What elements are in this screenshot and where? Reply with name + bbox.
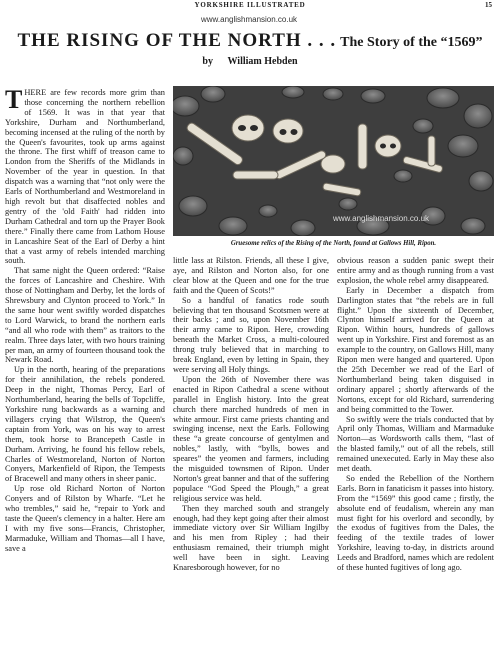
paragraph: Upon the 26th of November there was enacted in Ripon Cathedral a scene without parallel in English history. Into the great church there marched hundreds of men in white armour. First came priests chanting and swinging incense, next the Earls. Following these “a greate concourse of gentylmen and nobles,” lastly, with “bylls, bowes and speares” the yeomen and farmers, including the misguided townsmen of Ripon. Under Norton's great banner and that of the suffering populace “God Speed the Plough,” a great religious service was held. [173, 374, 329, 503]
article-headline [0, 30, 500, 52]
paragraph: Up rose old Richard Norton of Norton Conyers and of Rilston by Wharfe. “Let he who trembles,” said he, “repair to York and taste the Queen's clemency in a halter. Here am I with my five sons—Francis, Christopher, Marmaduke, William and Thomas—all I have, save a [5, 484, 165, 553]
article-column-3 [337, 256, 494, 573]
article-column-2 [173, 256, 329, 573]
author-name: William Hebden [227, 56, 298, 67]
paragraph: So a handful of fanatics rode south believing that ten thousand Scotsmen were at their backs ; and so, upon November 16th their army came to Ripon. Here, crowding beneath the Market Cross, a multi-coloured throng truly believed that in marching to break England, even by letting in Spain, they were serving all Holy things. [173, 295, 329, 374]
paragraph: Early in December a dispatch from Darlington states that “the rebels are in full flight.” Upon the sixteenth of December, Clynton himself arrived for the Queen at Ripon. Within hours, hundreds of gallows went up in Yorkshire. First and foremost as an example to the country, on Gallows Hill, many Ripon men were hanged and quartered. Upon the 25th December we read of the Earl of Northumberland being taken disguised in ordinary apparel ; shortly afterwards of the Nortons, except for old Richard, surrendering and being committed to the Tower. [337, 285, 494, 414]
watermark-photo: www.anglishmansion.co.uk [333, 214, 430, 223]
running-header [0, 0, 500, 12]
headline-sub: The Story of the “1569” [340, 35, 483, 50]
paragraph [5, 85, 165, 266]
paragraph: So swiftly were the trials conducted that by April only Thomas, William and Marmaduke Norton—as Wordsworth calls them, “last of the blasted family,” out of all the rebels, still remained unexecuted. Early in May these also met death. [337, 414, 494, 474]
paragraph: That same night the Queen ordered: “Raise the forces of Lancashire and Cheshire. With those of Nottingham and Derby, let the lords of Shrewsbury and Clynton proceed to York.” In the same hour went swiftly worded dispatches to Lord Warwick, to brand the northern earls “and all who rode with them” as traitors to the realm. Three days later, with two hours training per man, an army of fourteen thousand took the Newark Road. [5, 266, 165, 365]
watermark-top: www.anglishmansion.co.uk [201, 15, 298, 24]
paragraph: So ended the Rebellion of the Northern Earls. Born in fanaticism it passes into history. From the “1569” this good came ; firstly, the absolute end of feudalism, wherein any man must fight for his overlord and secondly, by the exodus of fugitives from the Dales, the feeding of the textile trades of lower Yorkshire, leaving to-day, in districts around Leeds and Bradford, names which are redolent of these hunted fugitives of long ago. [337, 473, 494, 573]
page-number: 15 [485, 1, 492, 9]
photo-caption: Gruesome relics of the Rising of the North, found at Gallows Hill, Ripon. [230, 240, 437, 247]
byline-prefix: by [202, 56, 213, 67]
byline [0, 56, 500, 67]
paragraph: Then they marched south and strangely enough, had they kept going after their almost immediate victory over Sir William Ingilby and his men from Ripley ; had their enthusiasm remained, their triumph might well have been in sight. Leaving Knaresborough however, for no [173, 503, 329, 573]
paragraph: little lass at Rilston. Friends, all these I give, aye, and Rilston and Norton also, for one clear blow at the Queen and one for the true faith and the Queen of Scots!” [173, 256, 329, 295]
paragraph-text: HERE are few records more grim than those concerning the northern rebellion of 1569. It was in that year that Yorkshire, Durham and Northumberland, becoming incensed at the ruling of the north by the Queen's favourites, took up arms against the throne. The first whiff of treason came to London from the Sheriffs of the Midlands in November of the year in question. In that dispatch was a warning that “not only were the Earls of Northumberland and Westmoreland in high revolt but that disaffected nobles and gentry of the 'old Faith' had ridden into Durham Cathedral and torn up the Prayer Book there.” Finally there came from Lathom House in Lancashire Seat of the Earl of Derby a hint that a vast army of rebels intended marching south. [5, 88, 165, 266]
headline-main: THE RISING OF THE NORTH . . . [17, 30, 337, 51]
drop-cap: T [5, 85, 23, 114]
paragraph: Up in the north, hearing of the preparations for their annihilation, the rebels pondered. Deep in the night, Thomas Percy, Earl of Northumberland, hearing the bells of Topcliffe, Yorkshire rung backwards as a warning and villagers crying that Wilstrop, the Queen's captain from York, was on his way to arrest them, took horse to Brancepeth Castle in Durham. Arriving, he found his fellow rebels, Charles of Westmoreland, Norton of Norton Conyers, Markenfield of Ripon, the Tempests of Bracewell and many others in sheer panic. [5, 365, 165, 484]
paragraph: obvious reason a sudden panic swept their entire army and as though running from a vast explosion, the whole rebel army disappeared. [337, 256, 494, 285]
article-column-1 [5, 85, 165, 554]
relics-photograph [173, 86, 494, 236]
magazine-title: YORKSHIRE ILLUSTRATED [194, 1, 306, 9]
